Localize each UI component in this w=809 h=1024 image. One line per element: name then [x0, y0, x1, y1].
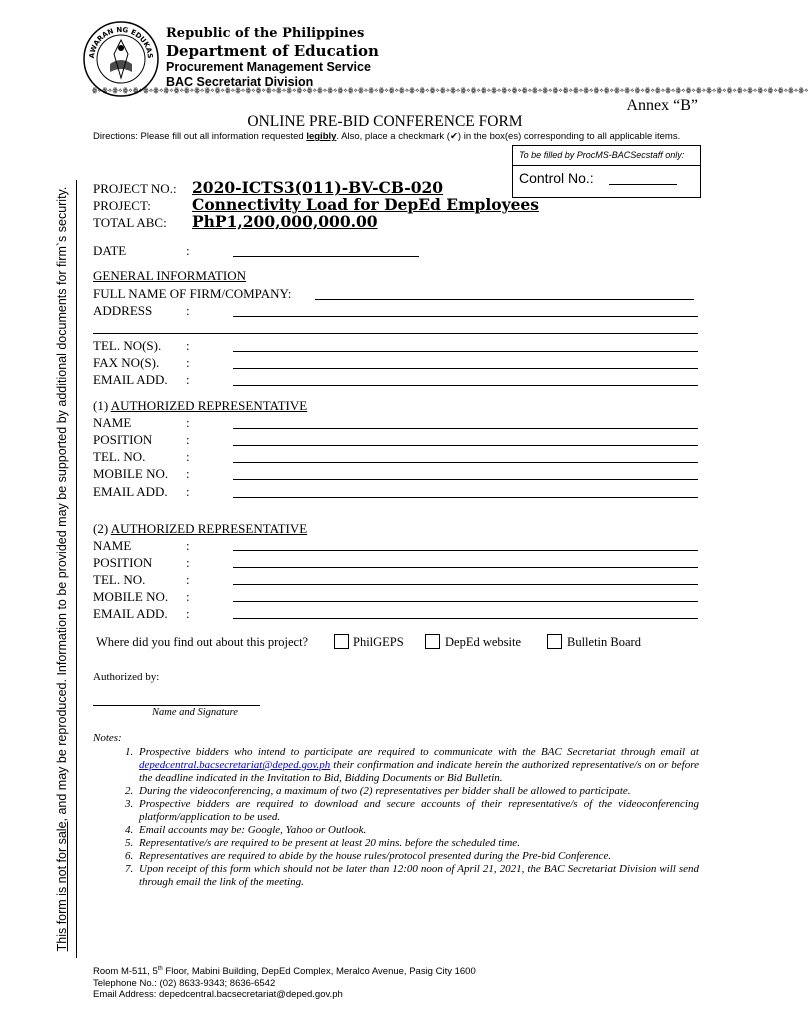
philgeps-checkbox[interactable] — [334, 634, 349, 649]
project-label: PROJECT: — [93, 198, 151, 213]
rep1-email-label: EMAIL ADD. — [93, 484, 168, 499]
rep1-heading: (1) AUTHORIZED REPRESENTATIVE — [93, 398, 308, 413]
header-republic: Republic of the Philippines — [166, 26, 365, 41]
bulletin-board-checkbox[interactable] — [547, 634, 562, 649]
rep2-name-field[interactable] — [233, 550, 698, 551]
rep1-tel-label: TEL. NO. — [93, 449, 146, 464]
philgeps-label: PhilGEPS — [353, 635, 404, 649]
note-item: 5. Representative/s are required to be present at least 20 mins. before the scheduled time. — [136, 837, 699, 850]
footer-line-1: Room M-511, 5th Floor, Mabini Building, DepEd Complex, Meralco Avenue, Pasig City 1600 — [93, 966, 476, 978]
colon: : — [186, 484, 190, 499]
note-item: 2. During the videoconferencing, a maximum of two (2) representatives per bidder shall be allowed to participate. — [136, 785, 699, 798]
bac-email-link[interactable]: depedcentral.bacsecretariat@deped.gov.ph — [139, 759, 331, 771]
tel-field[interactable] — [233, 351, 698, 352]
directions: Directions: Please fill out all information requested legibly. Also, place a checkmark (✔) in the box(es) corresponding to all applicable items. — [93, 131, 681, 142]
address-field-line2[interactable] — [93, 333, 698, 334]
staff-only-note: To be filled by ProcMS-BACSecstaff only: — [519, 150, 685, 160]
control-no-field[interactable] — [609, 184, 677, 185]
rep1-position-label: POSITION — [93, 432, 153, 447]
footer-line-3: Email Address: depedcentral.bacsecretariat@deped.gov.ph — [93, 989, 343, 1001]
general-info-heading: GENERAL INFORMATION — [93, 268, 246, 283]
fax-field[interactable] — [233, 368, 698, 369]
annex-label: Annex “B” — [626, 97, 698, 114]
rep1-email-field[interactable] — [233, 497, 698, 498]
colon: : — [186, 338, 190, 353]
rep2-position-label: POSITION — [93, 555, 153, 570]
rep2-name-label: NAME — [93, 538, 132, 553]
rep1-position-field[interactable] — [233, 445, 698, 446]
rep1-name-field[interactable] — [233, 428, 698, 429]
note-item: 6. Representatives are required to abide by the house rules/protocol presented during the Pre-bid Conference. — [136, 850, 699, 863]
colon: : — [186, 355, 190, 370]
rep2-tel-field[interactable] — [233, 584, 698, 585]
rep2-position-field[interactable] — [233, 567, 698, 568]
colon: : — [186, 243, 190, 258]
header-department: Department of Education — [166, 42, 379, 60]
signature-field[interactable] — [93, 705, 260, 706]
rep2-email-label: EMAIL ADD. — [93, 606, 168, 621]
date-field[interactable] — [233, 256, 419, 257]
notes-heading: Notes: — [93, 732, 122, 744]
project-no-label: PROJECT NO.: — [93, 181, 177, 196]
colon: : — [186, 538, 190, 553]
authorized-by-label: Authorized by: — [93, 671, 160, 683]
colon: : — [186, 432, 190, 447]
deped-website-label: DepEd website — [445, 635, 522, 649]
email-label: EMAIL ADD. — [93, 372, 168, 387]
header-border-decoration: ꙮ⟡ꙮ⟡ꙮ⟡ꙮ⟡ꙮ⟡ꙮ⟡ꙮ⟡ꙮ⟡ꙮ⟡ꙮ⟡ꙮ⟡ꙮ⟡ꙮ⟡ꙮ⟡ꙮ⟡ꙮ⟡ꙮ⟡ꙮ⟡ꙮ⟡ꙮ⟡ꙮ⟡ꙮ⟡ꙮ⟡ꙮ⟡ꙮ⟡ꙮ⟡ꙮ⟡ꙮ⟡ꙮ⟡ꙮ⟡ꙮ⟡ꙮ⟡ꙮ⟡ꙮ⟡ꙮ⟡ꙮ⟡ꙮ⟡ꙮ⟡ꙮ⟡ꙮ⟡ꙮ⟡ꙮ⟡ꙮ⟡ꙮ⟡ꙮ⟡ꙮ⟡ꙮ⟡ꙮ⟡ꙮ⟡ꙮ⟡ꙮ⟡ꙮ⟡ꙮ⟡ꙮ⟡ꙮ⟡ꙮ⟡ꙮ⟡ꙮ⟡ꙮ⟡ꙮ⟡ꙮ⟡ꙮ⟡ꙮ⟡ꙮ⟡ꙮ⟡ꙮ⟡ꙮ⟡ꙮ⟡ꙮ⟡ꙮ⟡ — [92, 88, 809, 94]
deped-seal-icon — [82, 20, 160, 98]
control-no-label: Control No.: — [519, 170, 594, 186]
colon: : — [186, 572, 190, 587]
colon: : — [186, 415, 190, 430]
colon: : — [186, 589, 190, 604]
total-abc-value: PhP1,200,000,000.00 — [192, 212, 378, 231]
colon: : — [186, 606, 190, 621]
note-item: 7. Upon receipt of this form which should not be later than 12:00 noon of April 21, 2021, the BAC Secretariat Division will send through email the link of the meeting. — [136, 863, 699, 889]
sidebar-notice — [48, 180, 77, 958]
rep2-heading: (2) AUTHORIZED REPRESENTATIVE — [93, 521, 308, 536]
tel-label: TEL. NO(S). — [93, 338, 162, 353]
note-item: 1. Prospective bidders who intend to participate are required to communicate with the BAC Secretariat through email at depedcentral.bacsecretariat@deped.gov.ph their confirmation and indicate herein the authorized representative/s on or before the deadline indicated in the Invitation to Bid, Bidding Documents or Bid Bulletin. — [136, 746, 699, 785]
fax-label: FAX NO(S). — [93, 355, 160, 370]
rep2-email-field[interactable] — [233, 618, 698, 619]
colon: : — [186, 372, 190, 387]
name-signature-caption: Name and Signature — [152, 707, 238, 718]
project-value: Connectivity Load for DepEd Employees — [192, 195, 540, 214]
note-item: 4. Email accounts may be: Google, Yahoo or Outlook. — [136, 824, 699, 837]
firm-name-label: FULL NAME OF FIRM/COMPANY: — [93, 286, 292, 301]
bulletin-board-label: Bulletin Board — [567, 635, 641, 649]
address-label: ADDRESS — [93, 303, 153, 318]
rep1-tel-field[interactable] — [233, 462, 698, 463]
deped-website-checkbox[interactable] — [425, 634, 440, 649]
rep1-name-label: NAME — [93, 415, 132, 430]
notes-list — [93, 746, 699, 889]
rep1-mobile-field[interactable] — [233, 479, 698, 480]
sidebar-notice-text: This form is not for sale, and may be reproduced. Information to be provided may be supported by additional documents for firm`s security. — [55, 186, 69, 952]
colon: : — [186, 449, 190, 464]
footer-address — [93, 964, 476, 1001]
address-field[interactable] — [233, 316, 698, 317]
colon: : — [186, 466, 190, 481]
date-label: DATE — [93, 243, 127, 258]
total-abc-label: TOTAL ABC: — [93, 215, 167, 230]
colon: : — [186, 555, 190, 570]
firm-name-field[interactable] — [315, 299, 694, 300]
staff-only-box — [512, 145, 701, 198]
svg-text:KAGAWARAN NG EDUKASYON — [82, 20, 154, 59]
divider — [513, 165, 700, 166]
seal-text: AWARAN NG EDUKAS — [87, 25, 155, 59]
note-item: 3. Prospective bidders are required to download and secure accounts of their representative/s of the videoconferencing platform/application to be used. — [136, 798, 699, 824]
rep1-mobile-label: MOBILE NO. — [93, 466, 169, 481]
notes-section — [93, 732, 699, 889]
rep2-tel-label: TEL. NO. — [93, 572, 146, 587]
header-division: BAC Secretariat Division — [166, 75, 314, 89]
colon: : — [186, 303, 190, 318]
header-service: Procurement Management Service — [166, 60, 371, 74]
rep2-mobile-label: MOBILE NO. — [93, 589, 169, 604]
source-question: Where did you find out about this project? — [96, 635, 309, 649]
email-field[interactable] — [233, 385, 698, 386]
project-no-value: 2020-ICTS3(011)-BV-CB-020 — [192, 178, 444, 197]
rep2-mobile-field[interactable] — [233, 601, 698, 602]
footer-line-2: Telephone No.: (02) 8633-9343; 8636-6542 — [93, 977, 276, 989]
form-title: ONLINE PRE-BID CONFERENCE FORM — [247, 113, 523, 130]
